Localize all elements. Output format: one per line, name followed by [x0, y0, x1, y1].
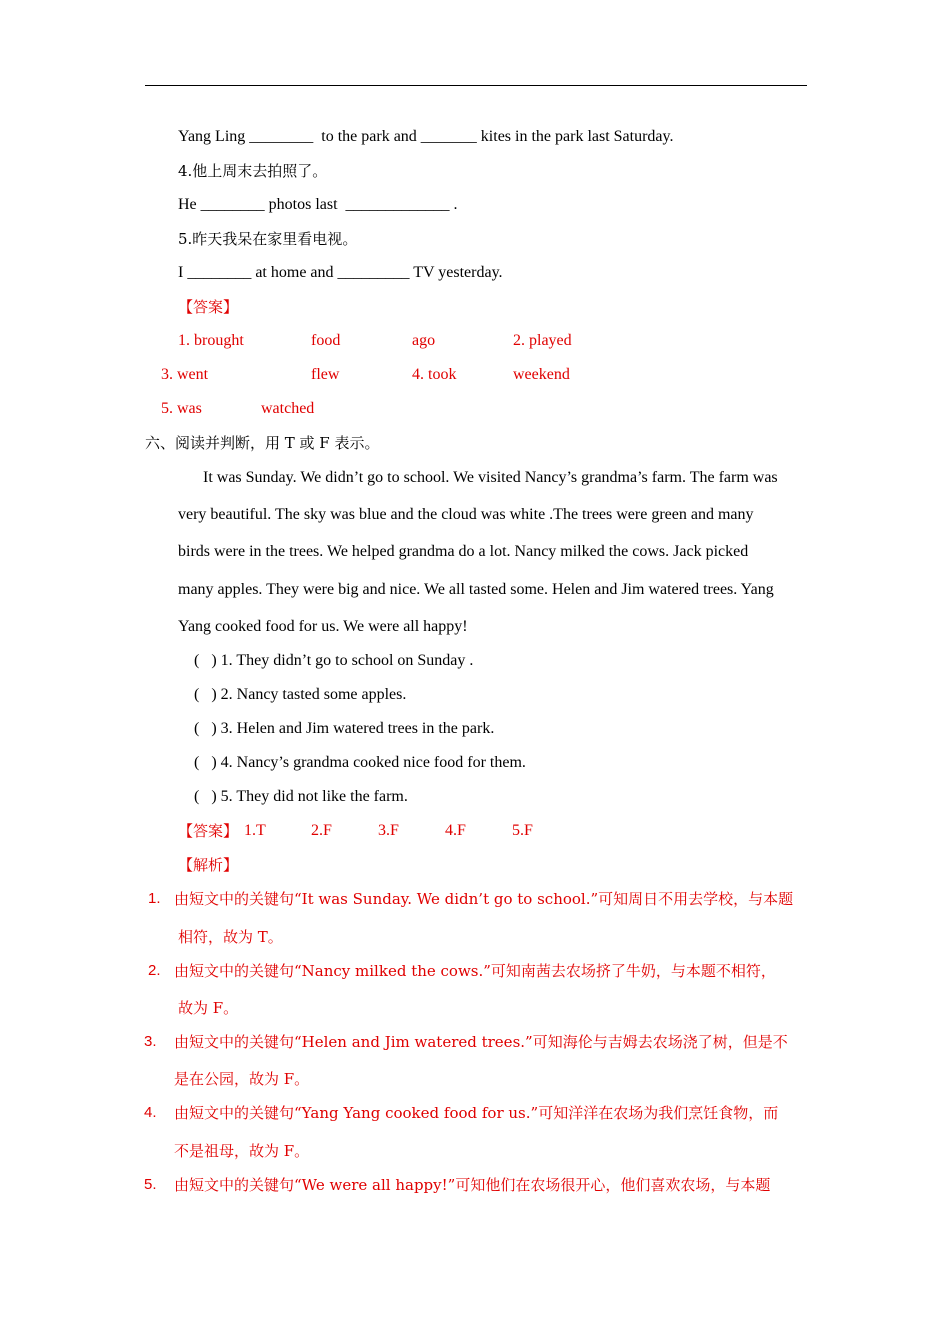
question-item: ( ) 5. They did not like the farm.: [194, 788, 408, 805]
tf-answer: 5.F: [512, 822, 533, 839]
answer-item: 5. was: [161, 400, 202, 417]
passage-line: It was Sunday. We didn’t go to school. We visited Nancy’s grandma’s farm. The farm was: [203, 469, 778, 486]
analysis-number: 2.: [148, 962, 161, 979]
answer-label: 【答案】: [178, 298, 239, 316]
analysis-label: 【解析】: [178, 856, 239, 874]
tf-answer: 2.F: [311, 822, 332, 839]
question-item: ( ) 3. Helen and Jim watered trees in the park.: [194, 720, 495, 737]
q4-english: He ________ photos last _____________ .: [178, 196, 458, 213]
passage-line: birds were in the trees. We helped grandma do a lot. Nancy milked the cows. Jack picked: [178, 543, 749, 560]
analysis-number: 4.: [144, 1104, 157, 1121]
q5-prompt: 5.昨天我呆在家里看电视。: [178, 230, 358, 248]
analysis-text: 由短文中的关键句“Nancy milked the cows.”可知南茜去农场挤了牛奶，与本题不相符，: [174, 962, 776, 980]
answer-label: 【答案】: [178, 822, 239, 840]
question-item: ( ) 1. They didn’t go to school on Sunday .: [194, 652, 474, 669]
passage-line: very beautiful. The sky was blue and the cloud was white .The trees were green and many: [178, 506, 754, 523]
answer-item: 2. played: [513, 332, 572, 349]
analysis-text: 不是祖母，故为 F。: [174, 1142, 310, 1160]
answer-item: 1. brought: [178, 332, 244, 349]
q5-english: I ________ at home and _________ TV yesterday.: [178, 264, 503, 281]
analysis-text: 由短文中的关键句“Helen and Jim watered trees.”可知海伦与吉姆去农场浇了树，但是不: [174, 1033, 788, 1051]
fill-in-line-yang-ling: Yang Ling ________ to the park and _______ kites in the park last Saturday.: [178, 128, 674, 145]
answer-item: food: [311, 332, 341, 349]
q4-prompt: 4.他上周末去拍照了。: [178, 162, 328, 180]
analysis-text: 由短文中的关键句“It was Sunday. We didn’t go to school.”可知周日不用去学校，与本题: [174, 890, 794, 908]
answer-item: 4. took: [412, 366, 457, 383]
analysis-text: 由短文中的关键句“We were all happy!”可知他们在农场很开心，他们喜欢农场，与本题: [174, 1176, 771, 1194]
analysis-text: 是在公园，故为 F。: [174, 1070, 310, 1088]
tf-answer: 4.F: [445, 822, 466, 839]
section-heading: 六、阅读并判断，用 T 或 F 表示。: [145, 434, 380, 452]
tf-answer: 1.T: [244, 822, 266, 839]
question-item: ( ) 4. Nancy’s grandma cooked nice food for them.: [194, 754, 526, 771]
answer-item: watched: [261, 400, 315, 417]
answer-item: ago: [412, 332, 436, 349]
header-rule: [145, 85, 807, 86]
answer-item: flew: [311, 366, 340, 383]
passage-line: Yang cooked food for us. We were all happy!: [178, 618, 468, 635]
analysis-number: 3.: [144, 1033, 157, 1050]
analysis-number: 1.: [148, 890, 161, 907]
analysis-text: 故为 F。: [178, 999, 239, 1017]
passage-line: many apples. They were big and nice. We all tasted some. Helen and Jim watered trees. Yang: [178, 581, 774, 598]
answer-item: 3. went: [161, 366, 209, 383]
question-item: ( ) 2. Nancy tasted some apples.: [194, 686, 407, 703]
analysis-text: 由短文中的关键句“Yang Yang cooked food for us.”可知洋洋在农场为我们烹饪食物，而: [174, 1104, 779, 1122]
analysis-text: 相符，故为 T。: [178, 928, 283, 946]
answer-item: weekend: [513, 366, 570, 383]
tf-answer: 3.F: [378, 822, 399, 839]
analysis-number: 5.: [144, 1176, 157, 1193]
